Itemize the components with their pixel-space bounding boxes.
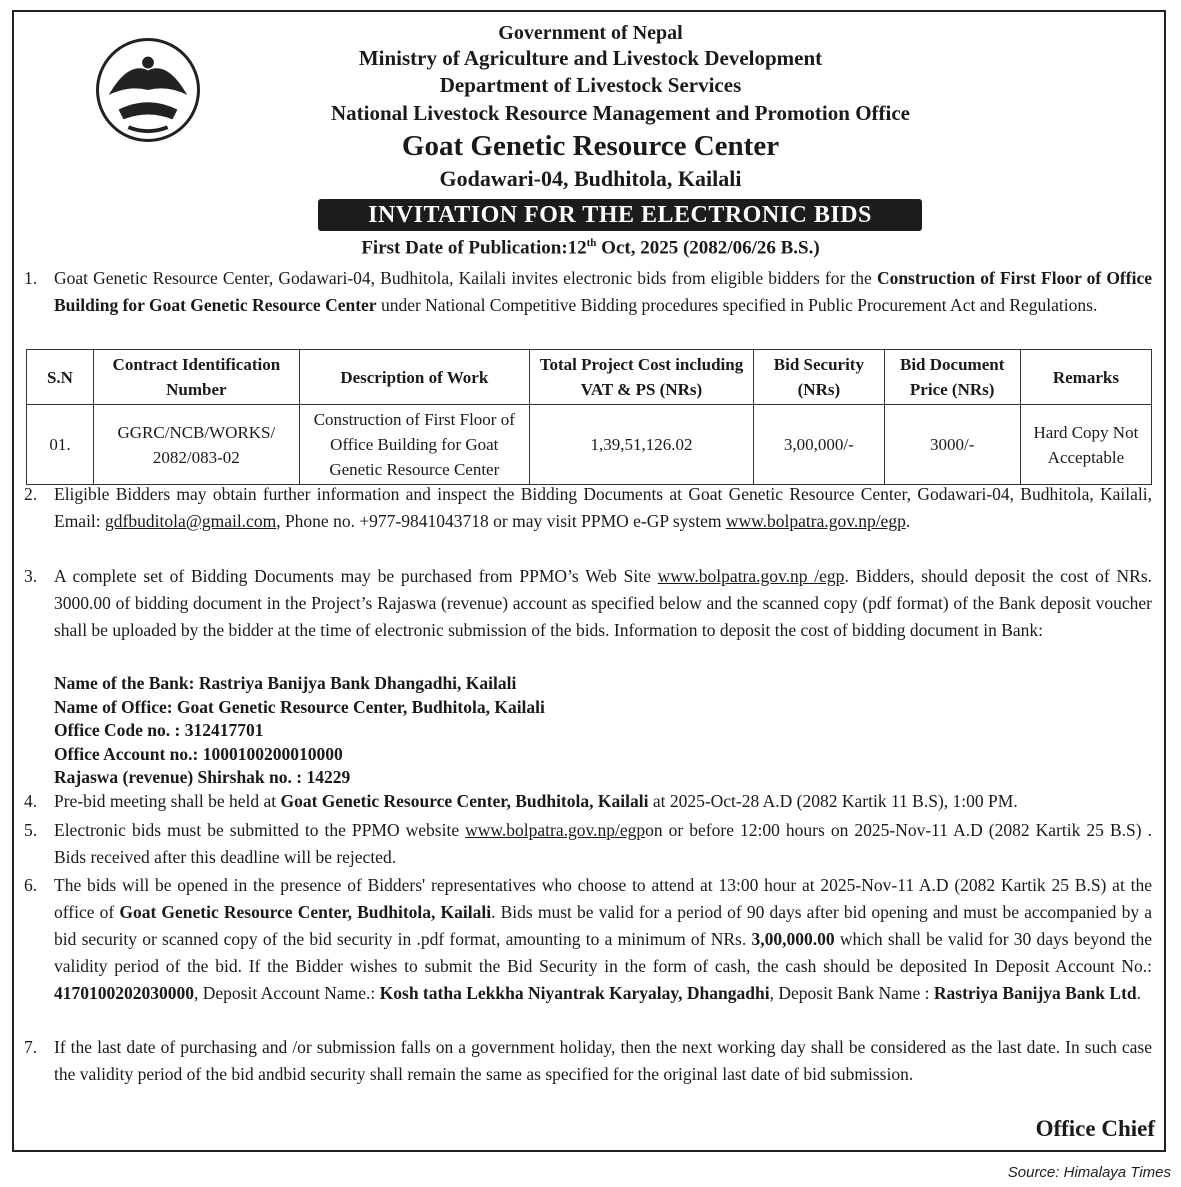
pub-sup: th bbox=[586, 237, 597, 249]
text-segment: Goat Genetic Resource Center, Budhitola, Kailali bbox=[280, 791, 649, 811]
text-segment: Goat Genetic Resource Center, Godawari-04, Budhitola, Kailali invites electronic bids from eligible bidders for the bbox=[54, 268, 877, 288]
publication-date bbox=[0, 237, 1181, 259]
header-national-office: National Livestock Resource Management and Promotion Office bbox=[331, 101, 910, 125]
clause-number: 5. bbox=[24, 820, 38, 840]
text-segment: Construction of First Floor of Office Building for Goat Genetic Resource Center bbox=[54, 268, 1152, 315]
clause-2 bbox=[24, 481, 1152, 535]
text-segment: . Bids must be valid for a period of 90 days after bid opening and must be accompanied by a bid security or scanned copy of the bid security in .pdf format, amounting to a minimum of NRs. bbox=[54, 902, 1152, 949]
office-code: Office Code no. : 312417701 bbox=[54, 720, 264, 740]
table-cell: GGRC/NCB/WORKS/ 2082/083-02 bbox=[93, 405, 299, 485]
clause-text bbox=[54, 1034, 1152, 1088]
text-segment: Pre-bid meeting shall be held at bbox=[54, 791, 281, 811]
column-header: Description of Work bbox=[299, 350, 529, 405]
column-header: Bid Document Price (NRs) bbox=[884, 350, 1020, 405]
clause-text bbox=[54, 872, 1152, 1007]
text-segment: If the last date of purchasing and /or submission falls on a government holiday, then the next working day shall be considered as the last date. In such case the validity period of the bid andbid security shall remain the same as specified for the original last date of bid submission. bbox=[54, 1037, 1152, 1084]
column-header: Contract Identification Number bbox=[93, 350, 299, 405]
text-segment: under National Competitive Bidding procedures specified in Public Procurement Act and Regulations. bbox=[376, 295, 1098, 315]
revenue-shirshak: Rajaswa (revenue) Shirshak no. : 14229 bbox=[54, 767, 351, 787]
column-header: Bid Security (NRs) bbox=[754, 350, 884, 405]
bank-name: Name of the Bank: Rastriya Banijya Bank Dhangadhi, Kailali bbox=[54, 673, 517, 693]
text-segment: Kosh tatha Lekkha Niyantrak Karyalay, Dhangadhi bbox=[379, 983, 770, 1003]
header-ministry: Ministry of Agriculture and Livestock Development bbox=[358, 46, 823, 70]
contract-table bbox=[26, 349, 1152, 485]
link[interactable]: www.bolpatra.gov.np /egp bbox=[657, 566, 845, 586]
link[interactable]: gdfbuditola@gmail.com bbox=[105, 511, 277, 531]
text-segment: 4170100202030000 bbox=[54, 983, 194, 1003]
text-segment: , Deposit Account Name.: bbox=[194, 983, 380, 1003]
clause-4 bbox=[24, 788, 1152, 815]
table-body bbox=[27, 405, 1152, 485]
office-name-bank: Name of Office: Goat Genetic Resource Center, Budhitola, Kailali bbox=[54, 696, 545, 717]
text-segment: Eligible Bidders may obtain further information and inspect the Bidding Documents at Goat Genetic Resource Center, Godawari-04, Budhitola, Kailali, Email: bbox=[54, 484, 1152, 531]
table-cell: 01. bbox=[27, 405, 94, 485]
table-cell: 3,00,000/- bbox=[754, 405, 884, 485]
clause-text bbox=[54, 265, 1152, 319]
text-segment: 3,00,000.00 bbox=[751, 929, 835, 949]
text-segment: The bids will be opened in the presence of Bidders' representatives who choose to attend at 13:00 hour at 2025-Nov-11 A.D (2082 Kartik 25 B.S) at the office of bbox=[54, 875, 1152, 922]
bank-details bbox=[54, 672, 545, 790]
text-segment: , Phone no. +977-9841043718 or may visit PPMO e-GP system bbox=[276, 511, 726, 531]
column-header: S.N bbox=[27, 350, 94, 405]
clause-number: 1. bbox=[24, 268, 38, 288]
pub-prefix: First Date of Publication:12 bbox=[361, 237, 587, 259]
header-department: Department of Livestock Services bbox=[439, 73, 742, 97]
text-segment: on or before 12:00 hours on 2025-Nov-11 A.D (2082 Kartik 25 B.S) . Bids received after this deadline will be rejected. bbox=[54, 820, 1152, 867]
link[interactable]: www.bolpatra.gov.np/egp bbox=[725, 511, 906, 531]
clause-6 bbox=[24, 872, 1152, 1007]
clause-number: 3. bbox=[24, 566, 38, 586]
clause-number: 2. bbox=[24, 484, 38, 504]
table-cell: 1,39,51,126.02 bbox=[529, 405, 753, 485]
table-row bbox=[27, 405, 1152, 485]
text-segment: A complete set of Bidding Documents may be purchased from PPMO’s Web Site bbox=[54, 566, 658, 586]
source-credit: Source: Himalaya Times bbox=[1007, 1164, 1171, 1181]
column-header: Total Project Cost including VAT & PS (NRs) bbox=[529, 350, 753, 405]
link[interactable]: www.bolpatra.gov.np/egp bbox=[465, 820, 646, 840]
clause-1 bbox=[24, 265, 1152, 319]
text-segment: at 2025-Oct-28 A.D (2082 Kartik 11 B.S), 1:00 PM. bbox=[648, 791, 1018, 811]
text-segment: . Bidders, should deposit the cost of NRs. 3000.00 of bidding document in the Project’s Rajaswa (revenue) account as specified below and the scanned copy (pdf format) of the Bank deposit voucher shall be uploaded by the bidder at the time of electronic submission of the bids. Information to deposit the cost of bidding document in Bank: bbox=[54, 566, 1153, 640]
clause-number: 7. bbox=[24, 1037, 38, 1057]
clause-text bbox=[54, 817, 1152, 871]
clause-7 bbox=[24, 1034, 1152, 1088]
text-segment: which shall be valid for 30 days beyond the validity period of the bid. If the Bidder wishes to submit the Bid Security in the form of cash, the cash should be deposited In Deposit Account No.: bbox=[54, 929, 1152, 976]
clause-text bbox=[54, 563, 1152, 644]
signature-office-chief: Office Chief bbox=[1035, 1116, 1155, 1141]
clause-5 bbox=[24, 817, 1152, 871]
clause-number: 4. bbox=[24, 791, 38, 811]
pub-suffix: Oct, 2025 (2082/06/26 B.S.) bbox=[596, 237, 820, 259]
text-segment: Rastriya Banijya Bank Ltd bbox=[933, 983, 1137, 1003]
table-cell: 3000/- bbox=[884, 405, 1020, 485]
text-segment: Electronic bids must be submitted to the PPMO website bbox=[54, 820, 466, 840]
text-segment: . bbox=[1136, 983, 1142, 1003]
table-cell: Hard Copy Not Acceptable bbox=[1020, 405, 1151, 485]
column-header: Remarks bbox=[1020, 350, 1151, 405]
text-segment: . bbox=[905, 511, 911, 531]
office-name: Goat Genetic Resource Center bbox=[401, 130, 780, 162]
office-account: Office Account no.: 1000100200010000 bbox=[54, 743, 343, 764]
header-government: Government of Nepal bbox=[498, 22, 683, 44]
clause-3 bbox=[24, 563, 1152, 644]
text-segment: Goat Genetic Resource Center, Budhitola, Kailali bbox=[119, 902, 492, 922]
clause-text bbox=[54, 481, 1152, 535]
table-cell: Construction of First Floor of Office Building for Goat Genetic Resource Center bbox=[299, 405, 529, 485]
text-segment: , Deposit Bank Name : bbox=[769, 983, 934, 1003]
clause-text bbox=[54, 788, 1152, 815]
clause-number: 6. bbox=[24, 875, 38, 895]
office-address: Godawari-04, Budhitola, Kailali bbox=[439, 166, 742, 191]
table-header-row bbox=[27, 350, 1152, 405]
notice-title-banner: INVITATION FOR THE ELECTRONIC BIDS bbox=[318, 199, 922, 231]
